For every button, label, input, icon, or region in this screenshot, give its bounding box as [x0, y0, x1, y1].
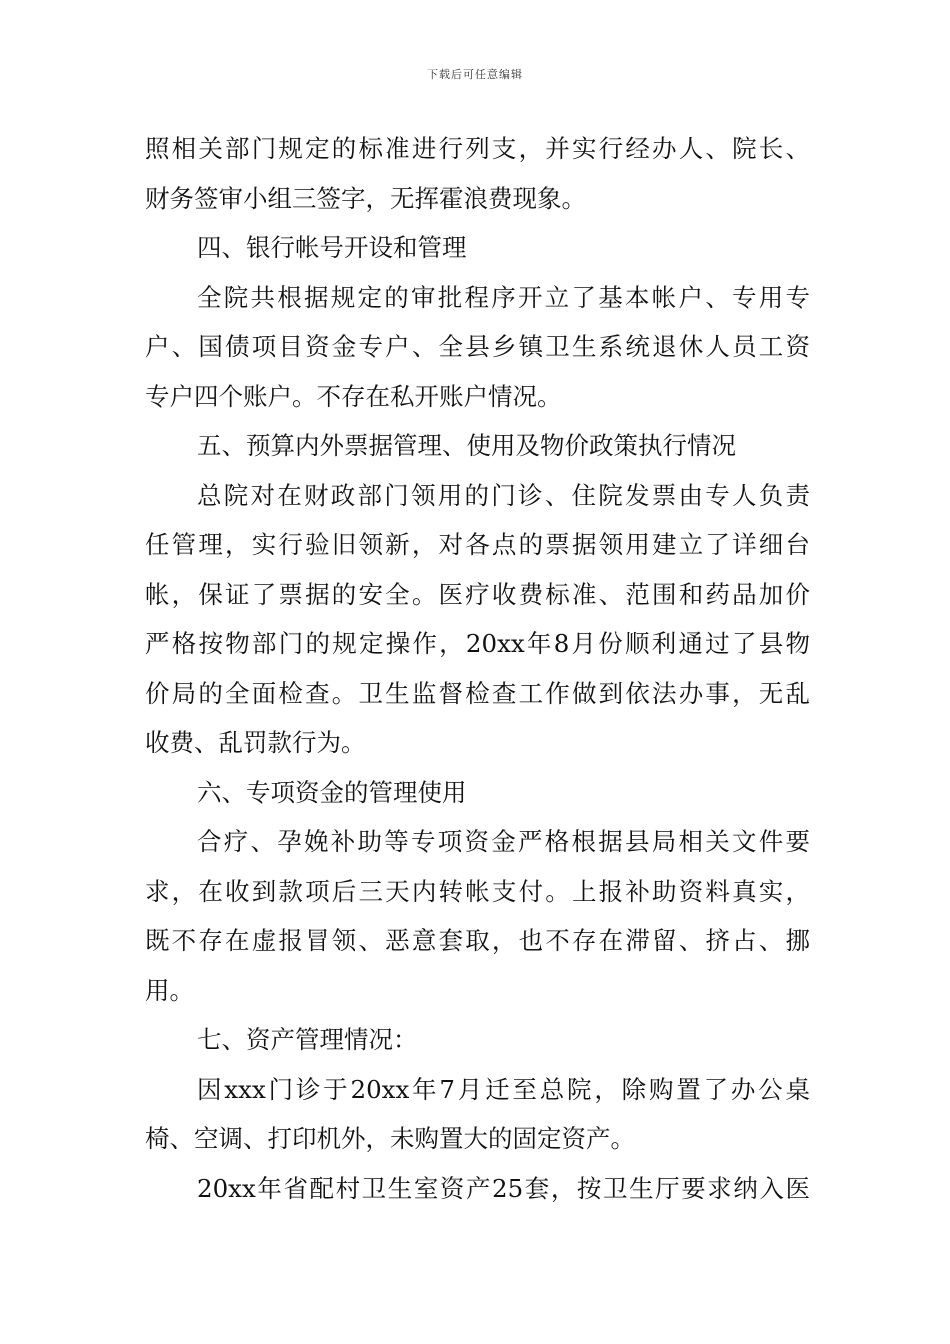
section-heading: 四、银行帐号开设和管理 — [197, 233, 467, 262]
paragraph-line: 价局的全面检查。卫生监督检查工作做到依法办事，无乱 — [145, 678, 810, 708]
section-heading: 六、专项资金的管理使用 — [197, 777, 467, 807]
paragraph-line: 帐，保证了票据的安全。医疗收费标准、范围和药品加价 — [145, 579, 810, 609]
page-header-note: 下载后可任意编辑 — [427, 68, 523, 81]
paragraph-line: 户、国债项目资金专户、全县乡镇卫生系统退休人员工资 — [145, 332, 810, 361]
paragraph-line: 既不存在虚报冒领、恶意套取，也不存在滞留、挤占、挪 — [145, 926, 810, 955]
paragraph-line: 照相关部门规定的标准进行列支，并实行经办人、院长、 — [145, 134, 810, 163]
document-body — [145, 124, 810, 1213]
paragraph-line: 财务签审小组三签字，无挥霍浪费现象。 — [145, 183, 586, 213]
paragraph-line: 收费、乱罚款行为。 — [145, 728, 366, 757]
paragraph-line: 20xx年省配村卫生室资产25套，按卫生厅要求纳入医 — [197, 1173, 810, 1203]
paragraph-line: 椅、空调、打印机外，未购置大的固定资产。 — [145, 1124, 635, 1153]
paragraph-line: 因xxx门诊于20xx年7月迁至总院，除购置了办公桌 — [197, 1074, 810, 1104]
paragraph-line: 总院对在财政部门领用的门诊、住院发票由专人负责 — [197, 480, 810, 510]
section-heading: 七、资产管理情况： — [197, 1025, 418, 1054]
paragraph-line: 用。 — [145, 975, 194, 1005]
section-heading: 五、预算内外票据管理、使用及物价政策执行情况 — [197, 431, 736, 460]
paragraph-line: 严格按物部门的规定操作，20xx年8月份顺利通过了县物 — [145, 629, 810, 658]
paragraph-line: 合疗、孕娩补助等专项资金严格根据县局相关文件要 — [197, 827, 810, 856]
paragraph-line: 专户四个账户。不存在私开账户情况。 — [145, 381, 562, 411]
paragraph-line: 任管理，实行验旧领新，对各点的票据领用建立了详细台 — [145, 530, 810, 559]
paragraph-line: 求，在收到款项后三天内转帐支付。上报补助资料真实， — [145, 876, 810, 906]
paragraph-line: 全院共根据规定的审批程序开立了基本帐户、专用专 — [197, 282, 810, 312]
